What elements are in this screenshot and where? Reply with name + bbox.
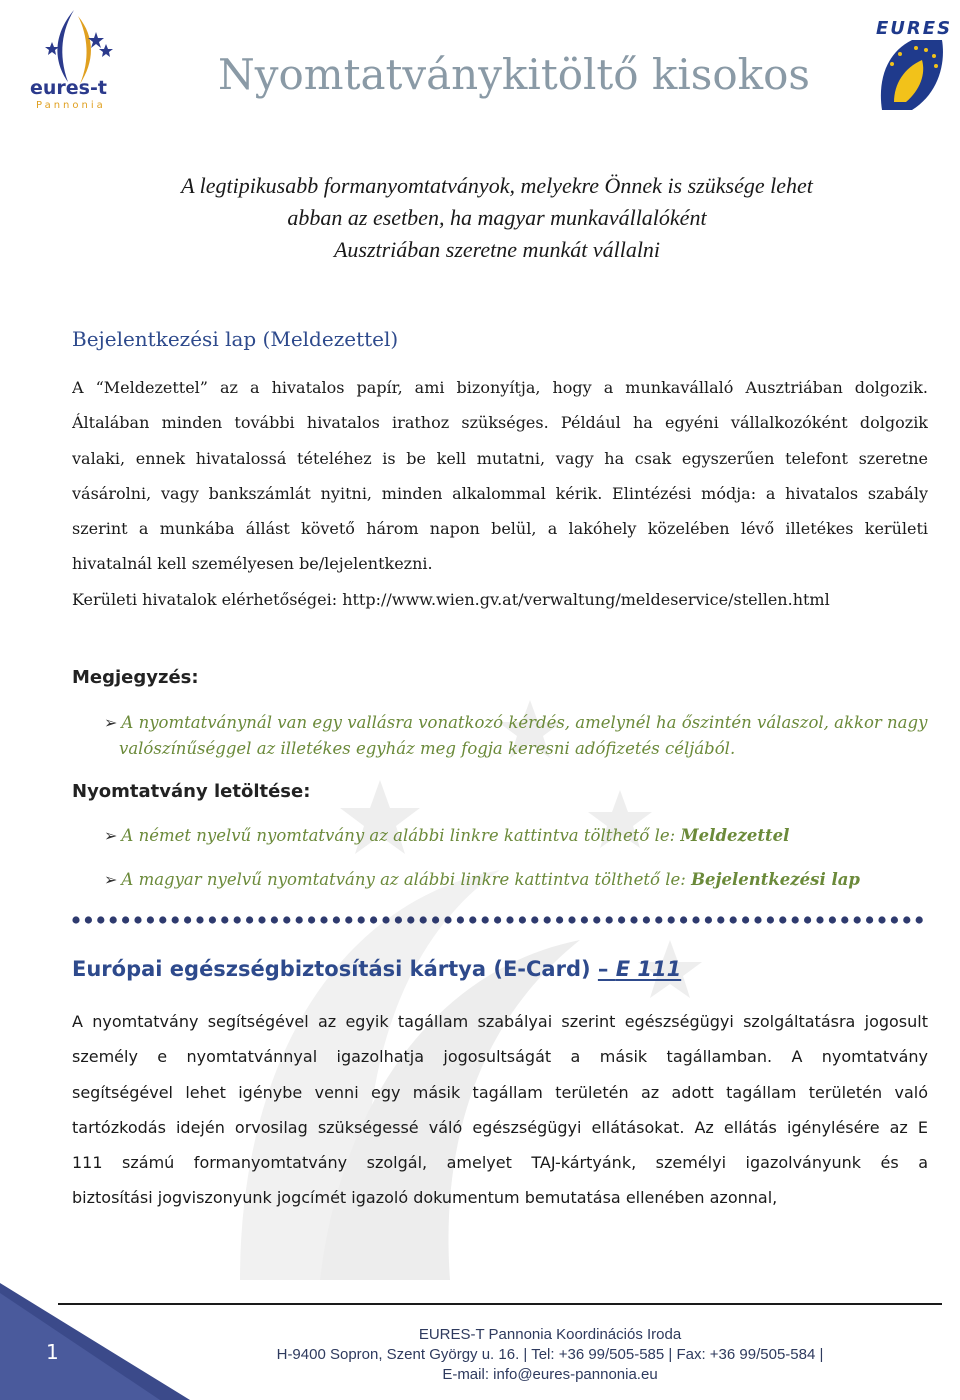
- divider-dot: [85, 916, 92, 923]
- dotted-divider: [72, 915, 928, 925]
- divider-dot: [308, 916, 315, 923]
- divider-dot: [680, 916, 687, 923]
- arrow-bullet-icon: ➢: [104, 870, 118, 889]
- divider-dot: [432, 916, 439, 923]
- divider-dot: [333, 916, 340, 923]
- note-text-line2: valószínűséggel az illetékes egyház meg fogja keresni adófizetés céljából.: [119, 739, 736, 758]
- ecard-title-dash: –: [597, 957, 616, 981]
- divider-dot: [618, 916, 625, 923]
- download-text-german: A német nyelvű nyomtatvány az alábbi linkre kattintva tölthető le:: [121, 826, 681, 845]
- intro-block: [72, 170, 922, 266]
- divider-dot: [655, 916, 662, 923]
- divider-dot: [854, 916, 861, 923]
- ecard-title-text: Európai egészségbiztosítási kártya (E-Card): [72, 957, 598, 981]
- divider-dot: [581, 916, 588, 923]
- section-title-meldezettel: Bejelentkezési lap (Meldezettel): [72, 327, 399, 351]
- divider-dot: [730, 916, 737, 923]
- divider-dot: [482, 916, 489, 923]
- divider-dot: [134, 916, 141, 923]
- divider-dot: [754, 916, 761, 923]
- download-item-hungarian: [104, 870, 860, 889]
- divider-dot: [792, 916, 799, 923]
- divider-dot: [742, 916, 749, 923]
- divider-dot: [110, 916, 117, 923]
- divider-dot: [370, 916, 377, 923]
- divider-dot: [630, 916, 637, 923]
- divider-dot: [320, 916, 327, 923]
- divider-dot: [184, 916, 191, 923]
- office-contacts-link[interactable]: Kerületi hivatalok elérhetőségei: http://www.wien.gv.at/verwaltung/meldeservice/stellen.html: [72, 589, 830, 609]
- paragraph-line: valaki, ennek hivatalossá tételéhez is be kell mutatni, vagy ha csak egyszerűen telefont szeretne: [72, 448, 928, 468]
- divider-dot: [643, 916, 650, 923]
- divider-dot: [147, 916, 154, 923]
- divider-dot: [444, 916, 451, 923]
- ecard-form-code: E 111: [615, 957, 682, 981]
- bejelentkezesi-lap-link[interactable]: Bejelentkezési lap: [691, 870, 860, 889]
- note-text-line1: A nyomtatványnál van egy vallásra vonatkozó kérdés, amelynél ha őszintén válaszol, akkor nagy: [121, 713, 928, 732]
- paragraph-line: személy e nyomtatvánnyal igazolhatja jogosultságát a másik tagállamban. A nyomtatvány: [72, 1047, 928, 1067]
- divider-dot: [668, 916, 675, 923]
- paragraph-line: A nyomtatvány segítségével az egyik tagállam szabályai szerint egészségügyi szolgáltatásra jogosult: [72, 1012, 928, 1031]
- paragraph-line: Általában minden további hivatalos irathoz szükséges. Például ha egyéni vállalkozóként dolgozik: [72, 413, 928, 433]
- divider-dot: [196, 916, 203, 923]
- divider-dot: [469, 916, 476, 923]
- download-item-german: [104, 826, 789, 845]
- divider-dot: [457, 916, 464, 923]
- divider-dot: [519, 916, 526, 923]
- divider-dot: [705, 916, 712, 923]
- divider-dot: [903, 916, 910, 923]
- document-title: Nyomtatványkitöltő kisokos: [218, 50, 810, 99]
- divider-dot: [221, 916, 228, 923]
- divider-dot: [606, 916, 613, 923]
- divider-dot: [531, 916, 538, 923]
- divider-dot: [829, 916, 836, 923]
- divider-dot: [159, 916, 166, 923]
- section-paragraph-meldezettel: [72, 370, 928, 617]
- divider-dot: [234, 916, 241, 923]
- footer-rule: [58, 1303, 942, 1305]
- divider-dot: [891, 916, 898, 923]
- svg-text:EURES: EURES: [876, 18, 952, 39]
- paragraph-line: segítségével lehet igénybe venni egy másik tagállam területén az adott tagállam területén való: [72, 1082, 928, 1102]
- paragraph-line: szerint a munkába állást követő három napon belül, a lakóhely közelében lévő illetékes kerületi: [72, 519, 928, 539]
- divider-dot: [72, 916, 79, 923]
- divider-dot: [122, 916, 129, 923]
- section-paragraph-ecard: [72, 1004, 928, 1216]
- eures-logo: [872, 14, 952, 114]
- arrow-bullet-icon: ➢: [104, 713, 118, 732]
- paragraph-line: hivatalnál kell személyesen be/lejelentkezni.: [72, 554, 433, 574]
- divider-dot: [420, 916, 427, 923]
- page-corner-graphic: [0, 1283, 190, 1400]
- paragraph-line: tartózkodás idején orvosilag szükségessé váló egészségügyi ellátásokat. Az ellátás igénylésére az E: [72, 1117, 928, 1137]
- divider-dot: [382, 916, 389, 923]
- divider-dot: [717, 916, 724, 923]
- divider-dot: [804, 916, 811, 923]
- svg-text:Pannonia: Pannonia: [36, 100, 106, 111]
- divider-dot: [494, 916, 501, 923]
- divider-dot: [841, 916, 848, 923]
- eures-t-pannonia-logo: [24, 2, 124, 112]
- section-title-ecard: [72, 957, 681, 981]
- note-heading: Megjegyzés:: [72, 667, 199, 688]
- divider-dot: [358, 916, 365, 923]
- divider-dot: [779, 916, 786, 923]
- divider-dot: [916, 916, 923, 923]
- paragraph-line: 111 számú formanyomtatvány szolgál, amelyet TAJ-kártyánk, személyi igazolványunk és a: [72, 1153, 928, 1173]
- divider-dot: [258, 916, 265, 923]
- divider-dot: [878, 916, 885, 923]
- paragraph-line: biztosítási jogviszonyunk jogcímét igazoló dokumentum bemutatása ellenében azonnal,: [72, 1188, 778, 1208]
- paragraph-line: vásárolni, vagy bankszámlát nyitni, minden alkalommal kérik. Elintézési módja: a hivatalos szabály: [72, 483, 928, 503]
- intro-line: abban az esetben, ha magyar munkavállalóként: [287, 205, 707, 230]
- divider-dot: [271, 916, 278, 923]
- intro-line: A legtipikusabb formanyomtatványok, melyekre Önnek is szüksége lehet: [181, 173, 813, 198]
- divider-dot: [209, 916, 216, 923]
- footer-address: H-9400 Sopron, Szent György u. 16. | Tel: +36 99/505-585 | Fax: +36 99/505-584 |: [276, 1346, 824, 1363]
- meldezettel-link[interactable]: Meldezettel: [680, 826, 790, 845]
- divider-dot: [246, 916, 253, 923]
- divider-dot: [866, 916, 873, 923]
- page-number: 1: [46, 1340, 59, 1364]
- svg-text:eures-t: eures-t: [30, 77, 107, 99]
- download-text-hungarian: A magyar nyelvű nyomtatvány az alábbi linkre kattintva tölthető le:: [121, 870, 692, 889]
- divider-dot: [345, 916, 352, 923]
- divider-dot: [767, 916, 774, 923]
- divider-dot: [283, 916, 290, 923]
- note-bullet: [104, 710, 934, 762]
- divider-dot: [172, 916, 179, 923]
- footer-email[interactable]: E-mail: info@eures-pannonia.eu: [442, 1366, 658, 1383]
- footer-contact: [210, 1325, 890, 1385]
- divider-dot: [506, 916, 513, 923]
- arrow-bullet-icon: ➢: [104, 826, 118, 845]
- divider-dot: [407, 916, 414, 923]
- divider-dot: [816, 916, 823, 923]
- divider-dot: [395, 916, 402, 923]
- divider-dot: [593, 916, 600, 923]
- divider-dot: [544, 916, 551, 923]
- divider-dot: [568, 916, 575, 923]
- paragraph-line: A “Meldezettel” az a hivatalos papír, ami bizonyítja, hogy a munkavállaló Ausztriában dolgozik.: [72, 378, 928, 397]
- divider-dot: [556, 916, 563, 923]
- divider-dot: [692, 916, 699, 923]
- footer-org: EURES-T Pannonia Koordinációs Iroda: [418, 1326, 682, 1343]
- divider-dot: [296, 916, 303, 923]
- intro-line: Ausztriában szeretne munkát vállalni: [333, 237, 661, 262]
- download-heading: Nyomtatvány letöltése:: [72, 781, 311, 802]
- divider-dot: [97, 916, 104, 923]
